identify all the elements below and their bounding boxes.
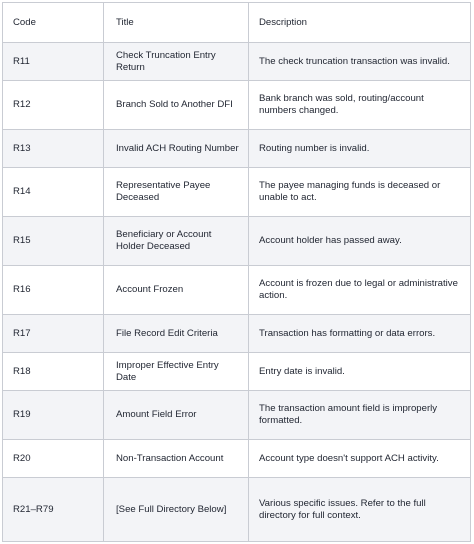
row-code: R21–R79 xyxy=(3,478,104,541)
row-title: Invalid ACH Routing Number xyxy=(104,130,249,168)
row-description: Various specific issues. Refer to the full directory for full context. xyxy=(249,478,470,541)
header-title: Title xyxy=(104,3,249,43)
header-code: Code xyxy=(3,3,104,43)
row-description: Account is frozen due to legal or administrative action. xyxy=(249,266,470,315)
row-title: Amount Field Error xyxy=(104,391,249,440)
row-title: Branch Sold to Another DFI xyxy=(104,81,249,130)
row-description: Account holder has passed away. xyxy=(249,217,470,266)
row-description: Account type doesn't support ACH activity. xyxy=(249,440,470,478)
row-code: R17 xyxy=(3,315,104,353)
row-title: [See Full Directory Below] xyxy=(104,478,249,541)
row-code: R15 xyxy=(3,217,104,266)
row-code: R13 xyxy=(3,130,104,168)
row-description: The payee managing funds is deceased or unable to act. xyxy=(249,168,470,217)
row-code: R19 xyxy=(3,391,104,440)
row-code: R16 xyxy=(3,266,104,315)
row-code: R14 xyxy=(3,168,104,217)
row-description: The check truncation transaction was invalid. xyxy=(249,43,470,81)
row-title: Account Frozen xyxy=(104,266,249,315)
row-code: R11 xyxy=(3,43,104,81)
row-title: Non-Transaction Account xyxy=(104,440,249,478)
row-code: R18 xyxy=(3,353,104,391)
row-title: Representative Payee Deceased xyxy=(104,168,249,217)
row-code: R20 xyxy=(3,440,104,478)
ach-return-codes-table xyxy=(2,2,471,542)
row-code: R12 xyxy=(3,81,104,130)
row-description: Entry date is invalid. xyxy=(249,353,470,391)
row-description: Bank branch was sold, routing/account numbers changed. xyxy=(249,81,470,130)
row-title: Check Truncation Entry Return xyxy=(104,43,249,81)
row-title: Beneficiary or Account Holder Deceased xyxy=(104,217,249,266)
row-title: File Record Edit Criteria xyxy=(104,315,249,353)
header-description: Description xyxy=(249,3,470,43)
row-title: Improper Effective Entry Date xyxy=(104,353,249,391)
row-description: Transaction has formatting or data errors. xyxy=(249,315,470,353)
row-description: The transaction amount field is improperly formatted. xyxy=(249,391,470,440)
row-description: Routing number is invalid. xyxy=(249,130,470,168)
